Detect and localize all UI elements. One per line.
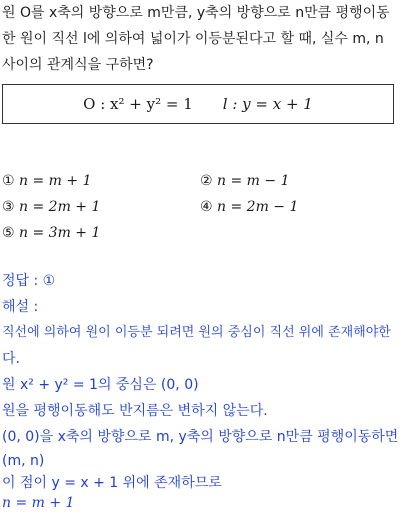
explanation-label: 해설 :	[2, 299, 39, 315]
option-expression: n = 2m − 1	[217, 199, 299, 215]
option-4[interactable]	[200, 198, 298, 216]
option-1[interactable]	[2, 172, 91, 190]
explanation-line-5: (0, 0)을 x축의 방향으로 m, y축의 방향으로 n만큼 평행이동하면	[2, 429, 399, 445]
question-line-1: 원 O를 x축의 방향으로 m만큼, y축의 방향으로 n만큼 평행이동	[2, 5, 390, 21]
question-line-2: 한 원이 직선 l에 의하여 넓이가 이등분된다고 할 때, 실수 m, n	[2, 31, 384, 47]
explanation-line-8: n = m + 1	[2, 495, 75, 511]
option-mark: ⑤	[2, 225, 15, 241]
option-mark: ②	[200, 173, 213, 189]
circle-equation: O : x² + y² = 1	[83, 95, 193, 113]
option-expression: n = 3m + 1	[19, 225, 101, 241]
line-equation: l : y = x + 1	[222, 95, 313, 113]
explanation-line-1: 직선에 의하여 원이 이등분 되려면 원의 중심이 직선 위에 존재해야한	[2, 325, 391, 340]
option-mark: ③	[2, 199, 15, 215]
option-mark: ①	[2, 173, 15, 189]
explanation-line-4: 원을 평행이동해도 반지름은 변하지 않는다.	[2, 403, 268, 419]
option-expression: n = 2m + 1	[19, 199, 101, 215]
option-2[interactable]	[200, 172, 289, 190]
explanation-line-3: 원 x² + y² = 1의 중심은 (0, 0)	[2, 377, 199, 393]
explanation-line-7: 이 점이 y = x + 1 위에 존재하므로	[2, 475, 222, 491]
option-expression: n = m − 1	[217, 173, 290, 189]
option-expression: n = m + 1	[19, 173, 92, 189]
explanation-line-6: (m, n)	[2, 453, 45, 469]
option-3[interactable]	[2, 198, 100, 216]
option-5[interactable]	[2, 224, 100, 242]
option-mark: ④	[200, 199, 213, 215]
question-line-3: 사이의 관계식을 구하면?	[2, 57, 154, 73]
answer-label: 정답 : ①	[2, 273, 56, 289]
given-box	[2, 84, 394, 124]
explanation-line-2: 다.	[2, 351, 20, 367]
